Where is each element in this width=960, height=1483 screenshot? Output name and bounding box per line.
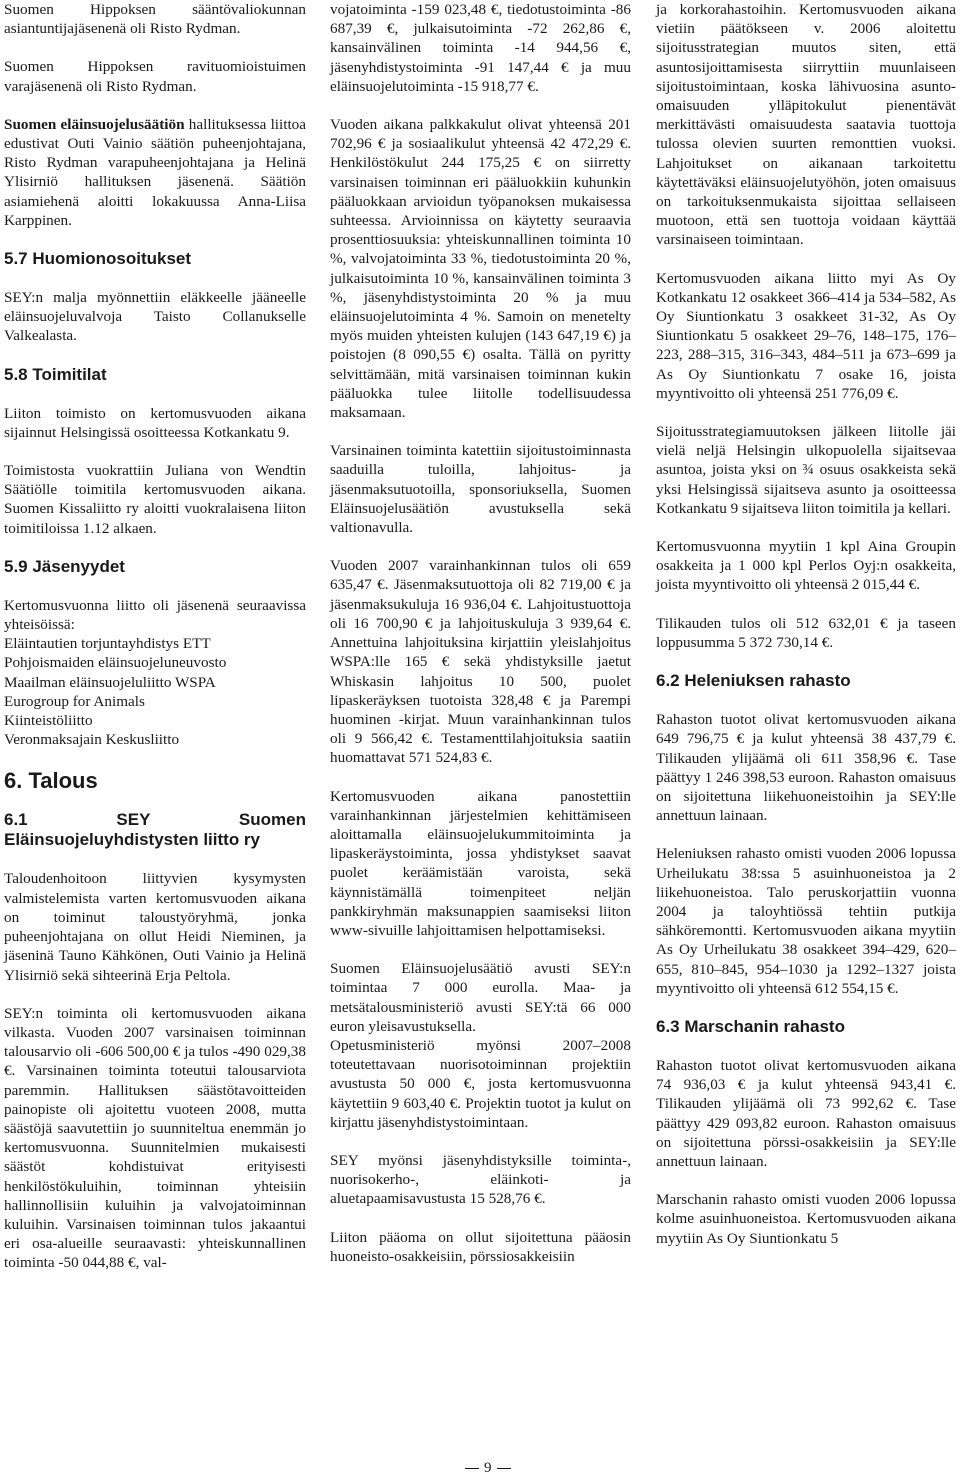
paragraph: SEY:n toiminta oli kertomusvuoden aikana vilkasta. Vuoden 2007 varsinaisen toiminnan talousarvio oli -606 500,00 € ja tulos -490 029,38 €. Varsinainen toiminta toteutui talousarviota paremmin. Hallituksen säästötavoitteiden painopiste oli ajoitettu vuoteen 2008, mutta säästöjä saavutettiin jo suunniteltua enemmän jo kertomusvuonna. Suunnitelmien mukaisesti säästöt kohdistuivat erityisesti henkilöstökuluihin, toiminnan yhteisiin hallinnollisiin kuluihin ja valvojatoiminnan kuluihin. Varsinaisen toiminnan tulos jakaantui eri osa-alueille seuraavasti: yhteiskunnallinen toiminta -50 044,88 €, val- (4, 1004, 306, 1272)
section-heading-5-7: 5.7 Huomionosoitukset (4, 249, 192, 269)
paragraph: Varsinainen toiminta katettiin sijoitustoiminnasta saaduilla tuloilla, lahjoitus- ja jäsenmaksutuotoilla, sponsoriuksella, Suomen Eläinsuojelusäätiön avustuksella sekä valtionavulla. (330, 442, 631, 537)
list-item: Eurogroup for Animals (4, 692, 145, 710)
paragraph: vojatoiminta -159 023,48 €, tiedotustoiminta -86 687,39 €, julkaisutoiminta -72 262,86 €, kansainvälinen toiminta -14 944,56 €, jäsenyhdistystoiminta -91 147,44 € ja muu eläinsuojelutoiminta -15 918,77 €. (330, 1, 631, 95)
section-heading-5-8: 5.8 Toimitilat (4, 364, 107, 384)
chapter-heading-6: 6. Talous (4, 768, 98, 794)
section-heading-5-9: 5.9 Jäsenyydet (4, 556, 125, 576)
paragraph: Suomen Hippoksen ravituomioistuimen varajäsenenä oli Risto Rydman. (4, 58, 306, 95)
page-number-text: 9 (484, 1460, 492, 1476)
page-number (460, 1460, 516, 1477)
paragraph: Sijoitusstrategiamuutoksen jälkeen liitolle jäi vielä neljä Helsingin ulkopuolella sijaitsevaa asuntoa, joista yksi on ¾ osuus osakkeista sekä yksi Helsingissä sijaitseva asunto ja osoitteessa Kotkankatu 9 sijaitseva liiton toimitila ja kellari. (656, 423, 956, 517)
paragraph: Suomen Hippoksen sääntövaliokunnan asiantuntijajäsenenä oli Risto Rydman. (4, 1, 306, 38)
paragraph: Vuoden 2007 varainhankinnan tulos oli 659 635,47 €. Jäsenmaksutuottoja oli 82 719,00 € ja jäsenmaksukuluja 16 936,04 €. Lahjoitustuottoja oli 16 700,90 € ja lahjoituskuluja 3 939,64 €. Annettuina lahjoituksina kirjattiin yleislahjoitus WSPA:lle 165 € sekä yhdistyksille jaetut Whiskasin lahjoitus 10 500, puolet lipaskeräyksen tuotoista 328,48 € ja Parempi huominen -kirjat. Muun varainhankinnan tulos oli 9 566,42 €. Testamenttilahjoituksia saatiin huomattavat 571 524,83 €. (330, 557, 631, 767)
paragraph: Liiton pääoma on ollut sijoitettuna pääosin huoneisto-osakkeisiin, pörssiosakkeisiin (330, 1228, 631, 1265)
list-item: Maailman eläinsuojeluliitto WSPA (4, 673, 216, 691)
dash-right (497, 1468, 511, 1469)
list-item: Kiinteistöliitto (4, 712, 93, 730)
paragraph: Taloudenhoitoon liittyvien kysymysten valmistelemista varten kertomusvuoden aikana on toiminut taloustyöryhmä, jonka puheenjohtajana on ollut Heidi Nieminen, ja jäseninä Tauno Kähkönen, Outi Vainio ja Helinä Ylisirniö sekä sihteerinä Erja Peltola. (4, 870, 306, 984)
paragraph: Kertomusvuonna myytiin 1 kpl Aina Groupin osakkeita ja 1 000 kpl Perlos Oyj:n osakkeita, joista myyntivoitto oli yhteensä 2 015,44 €. (656, 538, 956, 594)
section-heading-6-1: 6.1 SEY Suomen Eläinsuojeluyhdistysten liitto ry (4, 810, 306, 850)
column-middle (330, 0, 631, 1266)
membership-list (4, 634, 306, 749)
paragraph (4, 115, 306, 230)
column-left (4, 0, 306, 1273)
paragraph: Opetusministeriö myönsi 2007–2008 toteutettavaan nuorisotoiminnan projektiin avustusta 50 000 €, josta kertomusvuonna käytettiin 9 603,40 €. Projektin tuotot ja kulut on kirjattu jäsenyhdistystoimintaan. (330, 1036, 631, 1131)
section-heading-6-3: 6.3 Marschanin rahasto (656, 1016, 845, 1036)
dash-left (465, 1468, 479, 1469)
paragraph: Rahaston tuotot olivat kertomusvuoden aikana 649 796,75 € ja kulut yhteensä 38 437,79 €. Tilikauden ylijäämä oli 611 358,96 €. Tase päättyy 1 246 398,53 euroon. Rahaston omaisuus on sijoitettuna liikehuoneistoihin ja SEY:lle annettuun lainaan. (656, 711, 956, 825)
paragraph: Kertomusvuoden aikana panostettiin varainhankinnan järjestelmien kehittämiseen aloittamalla eläinsuojelukummitoiminta ja lipaskeräystoiminta, jossa yhdistykset saavat puolet keräämistään varoista, sekä käynnistämällä toimenpiteet neljän pankkiryhmän maksunappien saamiseksi liiton www-sivuille lahjoittamisen helpottamiseksi. (330, 787, 631, 939)
paragraph: Marschanin rahasto omisti vuoden 2006 lopussa kolme asuinhuoneistoa. Kertomusvuoden aikana myytiin As Oy Siuntionkatu 5 (656, 1191, 956, 1247)
list-item: Veronmaksajain Keskusliitto (4, 731, 180, 749)
list-item: Eläintautien torjuntayhdistys ETT (4, 635, 211, 653)
paragraph: Kertomusvuonna liitto oli jäsenenä seuraavissa yhteisöissä: (4, 596, 306, 634)
paragraph-lead: Suomen eläinsuojelusäätiön (4, 115, 185, 133)
paragraph: Kertomusvuoden aikana liitto myi As Oy Kotkankatu 12 osakkeet 366–414 ja 534–582, As Oy Siuntionkatu 3 osakkeet 31-32, As Oy Siuntionkatu 5 osakkeet 29–76, 148–175, 176–223, 288–315, 316–343, 484–511 ja 673–699 ja As Oy Siuntionkatu 7 osake 16, joista myyntivoitto oli yhteensä 251 776,09 €. (656, 269, 956, 402)
column-right (656, 0, 956, 1248)
paragraph: Liiton toimisto on kertomusvuoden aikana sijainnut Helsingissä osoitteessa Kotkankatu 9. (4, 404, 306, 441)
paragraph: Heleniuksen rahasto omisti vuoden 2006 lopussa Urheilukatu 38:ssa 5 asuinhuoneistoa ja 2 liikehuoneistoa. Talo peruskorjattiin vuonna 2004 ja taloyhtiössä tehtiin putkija sähköremontti. Kertomusvuoden aikana myytiin As Oy Urheilukatu 38 osakkeet 394–429, 620–655, 810–845, 954–1030 ja 1292–1327 joista myyntivoitto oli yhteensä 612 554,15 €. (656, 845, 956, 997)
paragraph: Rahaston tuotot olivat kertomusvuoden aikana 74 936,03 € ja kulut yhteensä 943,41 €. Tilikauden ylijäämä oli 73 992,62 €. Tase päättyy 429 093,82 euroon. Rahaston omaisuus on sijoitettuna pörssi-osakkeisiin ja SEY:lle annettuun lainaan. (656, 1056, 956, 1170)
section-heading-6-2: 6.2 Heleniuksen rahasto (656, 671, 851, 691)
paragraph: SEY myönsi jäsenyhdistyksille toiminta-, nuorisokerho-, eläinkoti- ja aluetapaamisavustusta 15 528,76 €. (330, 1151, 631, 1208)
paragraph: Tilikauden tulos oli 512 632,01 € ja taseen loppusumma 5 372 730,14 €. (656, 614, 956, 651)
paragraph: ja korkorahastoihin. Kertomusvuoden aikana vietiin päätökseen v. 2006 aloitettu sijoitusstrategian muutos siten, että asuntosijoittamisesta siirryttiin muunlaiseen sijoitustoimintaan, koska lähivuosina asunto-omaisuuden ylläpitokulut pienentävät merkittävästi omaisuudesta saatavia tuottoja tulossa olevien suurten remonttien vuoksi. Lahjoitukset on aikanaan tarkoitettu käytettäväksi eläinsuojelutyöhön, joten omaisuus on tarkoituksenmukaista sijoittaa sellaiseen muotoon, että sen tuottoja voidaan käyttää varsinaiseen toimintaan. (656, 1, 956, 249)
paragraph: Vuoden aikana palkkakulut olivat yhteensä 201 702,96 € ja sosiaalikulut yhteensä 42 472,29 €. Henkilöstökulut 244 175,25 € on siirretty varsinaisen toiminnan eri pääluokkiin kuhunkin pääluokkaan arvioidun työpanoksen mukaisessa suhteessa. Arvioinnissa on käytetty seuraavia prosenttiosuuksia: yhteiskunnallinen toiminta 10 %, valvojatoiminta 33 %, tiedotustoiminta 20 %, julkaisutoiminta 10 %, kansainvälinen toiminta 3 %, jäsenyhdistystoiminta 20 % ja muu eläinsuojelutoiminta 4 %. Samoin on menetelty myös muiden yhteisten kulujen (143 647,19 €) ja poistojen (8 090,55 €) osalta. Tällä on pyritty selvittämään, mitä varsinaisen toiminnan kukin pääluokka tulee liitolle todellisuudessa maksamaan. (330, 116, 631, 422)
paragraph: Suomen Eläinsuojelusäätiö avusti SEY:n toimintaa 7 000 eurolla. Maa- ja metsätalousministeriö avusti SEY:tä 66 000 euron yleisavustuksella. (330, 960, 631, 1035)
paragraph: Toimistosta vuokrattiin Juliana von Wendtin Säätiölle toimitila kertomusvuoden aikana. Suomen Kissaliitto ry aloitti vuokralaisena liiton toimitiloissa 1.12 alkaen. (4, 462, 306, 537)
list-item: Pohjoismaiden eläinsuojeluneuvosto (4, 654, 227, 672)
paragraph-text: hallituksessa liittoa edustivat Outi Vainio säätiön puheenjohtajana, Risto Rydman varapuheenjohtajana ja Helinä Ylisirniö hallituksen jäsenenä. Säätiön asiamiehenä aloitti lokakuussa Anna-Liisa Karppinen. (4, 115, 306, 229)
paragraph: SEY:n malja myönnettiin eläkkeelle jääneelle eläinsuojeluvalvoja Taisto Collanukselle Valkealasta. (4, 289, 306, 345)
